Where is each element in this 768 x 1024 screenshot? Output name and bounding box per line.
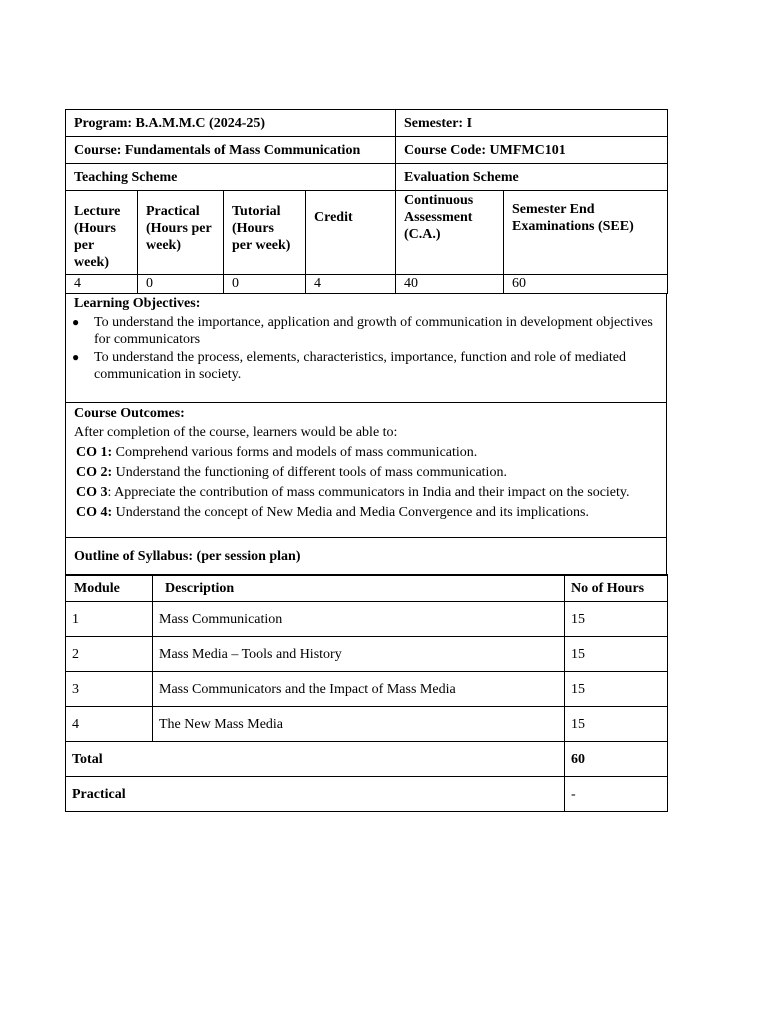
see-header: Semester End Examinations (SEE) (504, 190, 668, 274)
list-item (76, 504, 658, 521)
table-row (66, 602, 668, 637)
ca-header: Continuous Assessment (C.A.) (396, 190, 504, 274)
list-item (76, 484, 658, 501)
module-description: Mass Communicators and the Impact of Mass Media (153, 672, 565, 707)
course-outcomes-section (65, 403, 667, 538)
module-number: 1 (66, 602, 153, 637)
program-cell: Program: B.A.M.M.C (2024-25) (66, 110, 396, 137)
module-description: Mass Media – Tools and History (153, 637, 565, 672)
list-item (76, 464, 658, 481)
table-row (66, 637, 668, 672)
co-code: CO 3 (76, 484, 108, 500)
course-code-cell: Course Code: UMFMC101 (396, 137, 668, 164)
course-outcomes-title: Course Outcomes: (74, 405, 185, 421)
hours-header: No of Hours (565, 575, 668, 602)
bullet-icon: ● (72, 349, 80, 364)
practical-hours: - (565, 777, 668, 812)
practical-header: Practical (Hours per week) (138, 190, 224, 274)
co-text: Understand the functioning of different tools of mass communication. (112, 464, 507, 480)
module-number: 4 (66, 707, 153, 742)
co-text: : Appreciate the contribution of mass communicators in India and their impact on the society. (107, 484, 630, 500)
practical-value: 0 (138, 274, 224, 293)
lecture-value: 4 (66, 274, 138, 293)
course-document (65, 109, 667, 812)
list-item (74, 314, 658, 348)
evaluation-scheme-heading: Evaluation Scheme (396, 164, 668, 191)
co-text: Comprehend various forms and models of mass communication. (112, 444, 478, 460)
learning-objectives-section (65, 294, 667, 403)
module-number: 3 (66, 672, 153, 707)
table-row (66, 707, 668, 742)
tutorial-header: Tutorial (Hours per week) (224, 190, 306, 274)
table-row (66, 672, 668, 707)
semester-cell: Semester: I (396, 110, 668, 137)
list-item (74, 349, 658, 383)
practical-row (66, 777, 668, 812)
list-item (76, 444, 658, 461)
tutorial-value: 0 (224, 274, 306, 293)
module-description: Mass Communication (153, 602, 565, 637)
co-code: CO 4: (76, 504, 113, 520)
total-row (66, 742, 668, 777)
total-label: Total (66, 742, 565, 777)
module-hours: 15 (565, 602, 668, 637)
co-code: CO 2: (76, 464, 113, 480)
bullet-icon: ● (72, 314, 80, 329)
objectives-list (74, 314, 658, 383)
syllabus-table (65, 574, 668, 812)
lecture-header: Lecture (Hours per week) (66, 190, 138, 274)
see-value: 60 (504, 274, 668, 293)
syllabus-outline-title: Outline of Syllabus: (per session plan) (65, 538, 667, 576)
practical-label: Practical (66, 777, 565, 812)
description-header: Description (153, 575, 565, 602)
teaching-scheme-heading: Teaching Scheme (66, 164, 396, 191)
module-header: Module (66, 575, 153, 602)
module-number: 2 (66, 637, 153, 672)
module-hours: 15 (565, 672, 668, 707)
credit-value: 4 (306, 274, 396, 293)
total-hours: 60 (565, 742, 668, 777)
scheme-table (65, 190, 668, 294)
module-hours: 15 (565, 637, 668, 672)
course-info-table (65, 109, 668, 191)
outcomes-intro: After completion of the course, learners would be able to: (74, 424, 398, 440)
learning-objectives-title: Learning Objectives: (74, 295, 201, 311)
ca-value: 40 (396, 274, 504, 293)
co-code: CO 1: (76, 444, 113, 460)
co-text: Understand the concept of New Media and Media Convergence and its implications. (112, 504, 589, 520)
course-cell: Course: Fundamentals of Mass Communication (66, 137, 396, 164)
objective-text: To understand the importance, application and growth of communication in development objectives for communicators (94, 314, 653, 347)
module-description: The New Mass Media (153, 707, 565, 742)
module-hours: 15 (565, 707, 668, 742)
credit-header: Credit (306, 190, 396, 274)
objective-text: To understand the process, elements, characteristics, importance, function and role of mediated communication in society. (94, 349, 626, 382)
